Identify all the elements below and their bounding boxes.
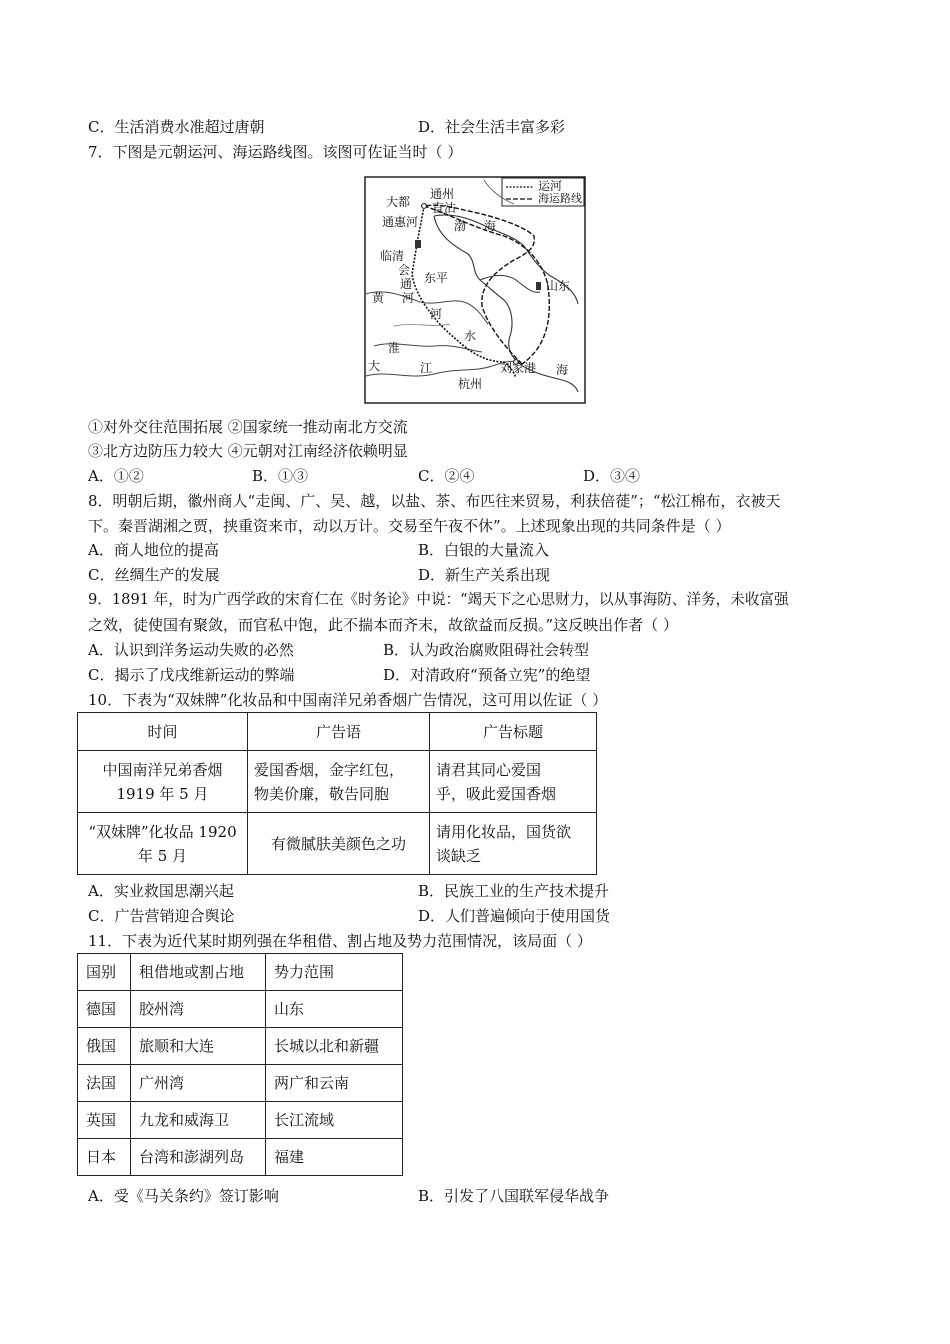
cell-sphere: 长城以北和新疆	[266, 1028, 403, 1065]
q9-stem-line-2: 之效，徒使国有聚敛，而官私中饱，此不揣本而齐末，故欲益而反损。”这反映出作者（ ）	[88, 616, 678, 634]
map-label-tong: 通	[400, 277, 413, 291]
table-header-row	[78, 713, 597, 751]
header-time: 时间	[78, 713, 248, 751]
q7-stem: 7．下图是元朝运河、海运路线图。该图可佐证当时（ ）	[88, 143, 463, 161]
q10-stem: 10．下表为“双妹牌”化妆品和中国南洋兄弟香烟广告情况，这可用以佐证（ ）	[88, 691, 608, 709]
cell-territory: 旅顺和大连	[131, 1028, 266, 1065]
q8-option-c[interactable]: C．丝绸生产的发展	[88, 566, 220, 584]
cell-country: 英国	[78, 1102, 131, 1139]
row-2-ad-title	[430, 813, 597, 875]
header-slogan: 广告语	[247, 713, 429, 751]
table-row	[78, 1102, 403, 1139]
legend-canal-label: 运河	[538, 179, 563, 193]
table-row	[78, 991, 403, 1028]
q7-statements-2: ③北方边防压力较大 ④元朝对江南经济依赖明显	[88, 442, 408, 460]
q8-option-b[interactable]: B．白银的大量流入	[418, 541, 550, 559]
map-label-hui: 会	[398, 263, 411, 277]
cell-sphere: 山东	[266, 991, 403, 1028]
map-label-tonghuihe: 通惠河	[382, 215, 419, 229]
header-ad-title: 广告标题	[430, 713, 597, 751]
cell-country: 日本	[78, 1139, 131, 1176]
cell-country: 德国	[78, 991, 131, 1028]
row-2-slogan-line-1: 有微腻肤美颜色之功	[270, 834, 406, 853]
q7-option-a[interactable]: A．①②	[88, 467, 144, 485]
q10-option-a[interactable]: A．实业救国思潮兴起	[88, 882, 234, 900]
q8-stem-line-1: 8．明朝后期，徽州商人“走闽、广、吴、越，以盐、茶、布匹往来贸易，利获倍蓰”；“松江棉布，衣被天	[88, 492, 781, 510]
map-label-hangzhou: 杭州	[458, 377, 483, 391]
header-leased-territory: 租借地或割占地	[131, 954, 266, 991]
q7-statements-1: ①对外交往范围拓展 ②国家统一推动南北方交流	[88, 418, 408, 436]
map-label-dongping: 东平	[424, 271, 449, 285]
q6-option-d[interactable]: D．社会生活丰富多彩	[418, 118, 566, 136]
map-label-tongzhou: 通州	[430, 187, 455, 201]
table-row	[78, 1065, 403, 1102]
map-label-he-1: 河	[402, 291, 415, 305]
row-2-slogan	[247, 813, 429, 875]
q11-option-a[interactable]: A．受《马关条约》签订影响	[88, 1187, 279, 1205]
cell-sphere: 福建	[266, 1139, 403, 1176]
cell-country: 俄国	[78, 1028, 131, 1065]
row-2-time	[78, 813, 248, 875]
map-label-linqing: 临清	[380, 249, 405, 263]
row-2-title-line-2: 谈缺乏	[436, 846, 482, 865]
row-1-ad-title	[430, 751, 597, 813]
q10-option-b[interactable]: B．民族工业的生产技术提升	[418, 882, 610, 900]
row-1-slogan-line-1: 爱国香烟，金字红包，	[253, 760, 404, 779]
q6-option-c[interactable]: C．生活消费水准超过唐朝	[88, 118, 265, 136]
q7-option-d[interactable]: D．③④	[583, 467, 641, 485]
cell-sphere: 两广和云南	[266, 1065, 403, 1102]
map-label-da: 大	[368, 359, 381, 373]
map-label-dadu: 大都	[386, 195, 411, 209]
cell-territory: 九龙和威海卫	[131, 1102, 266, 1139]
q9-option-b[interactable]: B．认为政治腐败阻碍社会转型	[383, 641, 590, 659]
map-label-jiang: 江	[420, 361, 433, 375]
q7-option-b[interactable]: B．①③	[252, 467, 309, 485]
q11-stem: 11．下表为近代某时期列强在华租借、割占地及势力范围情况，该局面（ ）	[88, 932, 592, 950]
q9-option-d[interactable]: D．对清政府“预备立宪”的绝望	[383, 666, 591, 684]
map-label-hai-2: 海	[556, 363, 569, 377]
cell-territory: 广州湾	[131, 1065, 266, 1102]
map-label-liujiagang: 刘家港	[500, 361, 537, 375]
q11-concessions-table	[77, 953, 403, 1176]
row-1-title-line-1: 请君其同心爱国	[436, 760, 542, 779]
q8-stem-line-2: 下。秦晋湖湘之贾，挟重资来市，动以万计。交易至午夜不休”。上述现象出现的共同条件是（ ）	[88, 517, 731, 535]
cell-territory: 胶州湾	[131, 991, 266, 1028]
header-country: 国别	[78, 954, 131, 991]
map-label-zhigu: 直沽	[432, 201, 457, 215]
map-label-shandong: 山东	[546, 279, 571, 293]
q10-option-c[interactable]: C．广告营销迎合舆论	[88, 907, 235, 925]
row-2-time-line-2: 年 5 月	[137, 846, 188, 865]
map-label-bo: 渤	[454, 219, 467, 233]
header-sphere-of-influence: 势力范围	[266, 954, 403, 991]
table-row	[78, 1028, 403, 1065]
row-2-title-line-1: 请用化妆品，国货欲	[436, 822, 572, 841]
cell-territory: 台湾和澎湖列岛	[131, 1139, 266, 1176]
map-label-huang: 黄	[372, 291, 385, 305]
q9-option-a[interactable]: A．认识到洋务运动失败的必然	[88, 641, 294, 659]
yuan-canal-sea-route-map	[364, 176, 586, 404]
q10-option-d[interactable]: D．人们普遍倾向于使用国货	[418, 907, 611, 925]
row-1-slogan-line-2: 物美价廉，敬告同胞	[253, 784, 389, 803]
map-label-huai: 淮	[388, 341, 401, 355]
q10-ad-table	[77, 712, 597, 875]
q11-option-b[interactable]: B．引发了八国联军侵华战争	[418, 1187, 610, 1205]
row-2-time-line-1: “双妹牌”化妆品 1920	[88, 822, 237, 841]
row-1-time	[78, 751, 248, 813]
legend-sea-route-label: 海运路线	[538, 192, 582, 205]
q8-option-d[interactable]: D．新生产关系出现	[418, 566, 551, 584]
cell-country: 法国	[78, 1065, 131, 1102]
table-row	[78, 1139, 403, 1176]
row-1-time-line-2: 1919 年 5 月	[116, 784, 209, 803]
map-label-he-2: 河	[430, 307, 443, 321]
map-label-shui: 水	[464, 329, 477, 343]
q7-option-c[interactable]: C．②④	[418, 467, 475, 485]
table-header-row	[78, 954, 403, 991]
table-row	[78, 751, 597, 813]
row-1-title-line-2: 乎，吸此爱国香烟	[436, 784, 557, 803]
row-1-slogan	[247, 751, 429, 813]
table-row	[78, 813, 597, 875]
row-1-time-line-1: 中国南洋兄弟香烟	[102, 760, 223, 779]
map-label-hai-1: 海	[484, 219, 497, 233]
q8-option-a[interactable]: A．商人地位的提高	[88, 541, 219, 559]
q9-option-c[interactable]: C．揭示了戊戌维新运动的弊端	[88, 666, 295, 684]
cell-sphere: 长江流域	[266, 1102, 403, 1139]
q9-stem-line-1: 9．1891 年，时为广西学政的宋育仁在《时务论》中说：“竭天下之心思财力，以从事海防、洋务，未收富强	[88, 591, 789, 608]
